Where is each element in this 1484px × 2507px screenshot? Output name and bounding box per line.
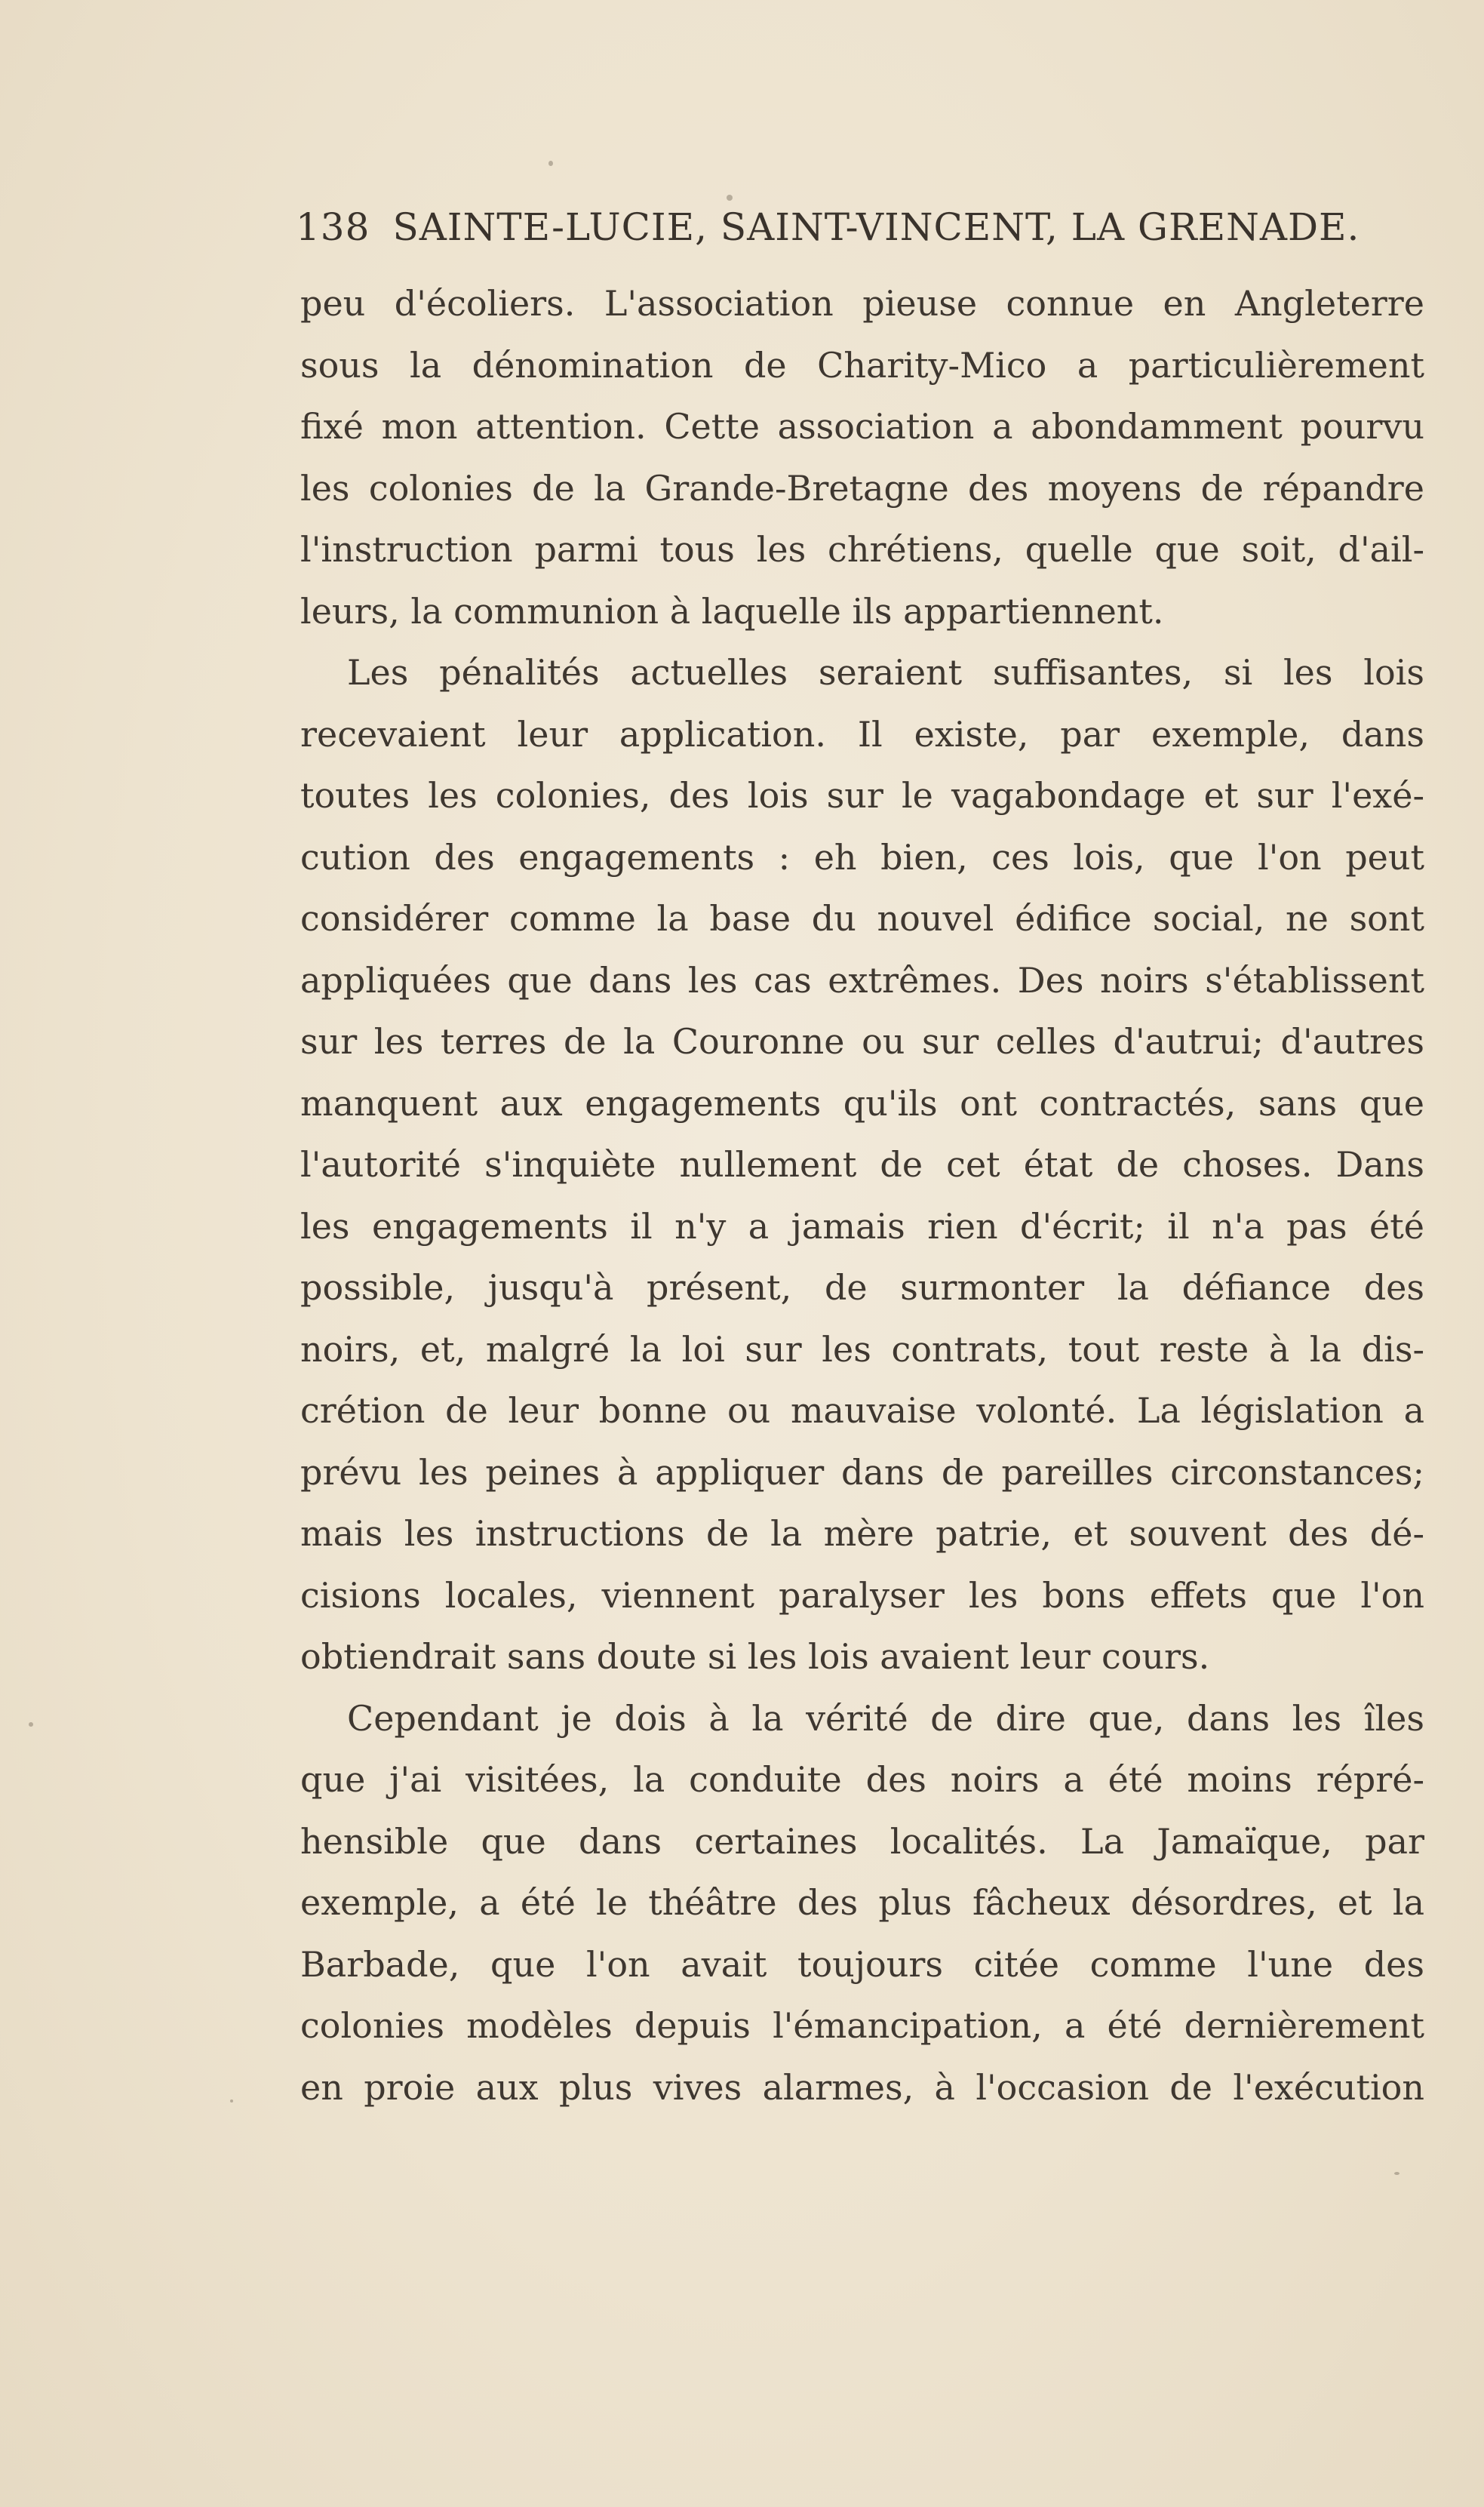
text-line: appliquées que dans les cas extrêmes. Des noirs s'établissent — [300, 959, 1424, 1001]
text-line: peu d'écoliers. L'association pieuse connue en Angleterre — [300, 283, 1424, 324]
paragraph — [300, 1688, 1424, 2119]
text-line: l'instruction parmi tous les chrétiens, quelle que soit, d'ail- — [300, 529, 1424, 570]
text-line: Cependant je dois à la vérité de dire que, dans les îles — [347, 1697, 1424, 1739]
text-line: obtiendrait sans doute si les lois avaient leur cours. — [300, 1636, 1210, 1677]
text-line: cution des engagements : eh bien, ces lois, que l'on peut — [300, 836, 1424, 878]
text-line: hensible que dans certaines localités. La Jamaïque, par — [300, 1820, 1424, 1862]
text-line: leurs, la communion à laquelle ils appartiennent. — [300, 590, 1164, 632]
text-line: manquent aux engagements qu'ils ont contractés, sans que — [300, 1082, 1424, 1124]
text-line: crétion de leur bonne ou mauvaise volonté. La législation a — [300, 1390, 1424, 1431]
paragraph — [300, 642, 1424, 1688]
text-line: en proie aux plus vives alarmes, à l'occasion de l'exécution — [300, 2066, 1424, 2108]
ink-speck — [1394, 2172, 1400, 2175]
ink-speck — [727, 195, 733, 201]
body-text — [300, 273, 1424, 2118]
text-line: Les pénalités actuelles seraient suffisantes, si les lois — [347, 652, 1424, 693]
text-line: recevaient leur application. Il existe, par exemple, dans — [300, 713, 1424, 755]
running-title: SAINTE-LUCIE, SAINT-VINCENT, LA GRENADE. — [392, 205, 1360, 249]
text-line: prévu les peines à appliquer dans de pareilles circonstances; — [300, 1451, 1424, 1493]
text-line: fixé mon attention. Cette association a abondamment pourvu — [300, 406, 1424, 447]
text-line: l'autorité s'inquiète nullement de cet état de choses. Dans — [300, 1144, 1424, 1185]
text-line: sous la dénomination de Charity-Mico a particulièrement — [300, 344, 1424, 386]
text-line: sur les terres de la Couronne ou sur celles d'autrui; d'autres — [300, 1021, 1424, 1062]
paragraph — [300, 273, 1424, 642]
text-line: toutes les colonies, des lois sur le vagabondage et sur l'exé- — [300, 775, 1424, 816]
text-line: les colonies de la Grande-Bretagne des moyens de répandre — [300, 467, 1424, 509]
text-line: noirs, et, malgré la loi sur les contrats, tout reste à la dis- — [300, 1328, 1424, 1370]
text-line: les engagements il n'y a jamais rien d'écrit; il n'a pas été — [300, 1205, 1424, 1247]
text-line: exemple, a été le théâtre des plus fâcheux désordres, et la — [300, 1882, 1424, 1923]
running-header — [296, 205, 1360, 249]
ink-speck — [29, 1722, 33, 1727]
ink-speck — [548, 161, 553, 166]
text-line: Barbade, que l'on avait toujours citée comme l'une des — [300, 1943, 1424, 1985]
text-line: que j'ai visitées, la conduite des noirs a été moins répré- — [300, 1759, 1424, 1800]
text-line: possible, jusqu'à présent, de surmonter la défiance des — [300, 1267, 1424, 1308]
text-line: mais les instructions de la mère patrie, et souvent des dé- — [300, 1513, 1424, 1554]
text-line: cisions locales, viennent paralyser les bons effets que l'on — [300, 1574, 1424, 1616]
ink-speck — [230, 2099, 233, 2102]
text-line: considérer comme la base du nouvel édifice social, ne sont — [300, 898, 1424, 939]
page-number: 138 — [296, 205, 370, 249]
text-line: colonies modèles depuis l'émancipation, a été dernièrement — [300, 2005, 1424, 2046]
